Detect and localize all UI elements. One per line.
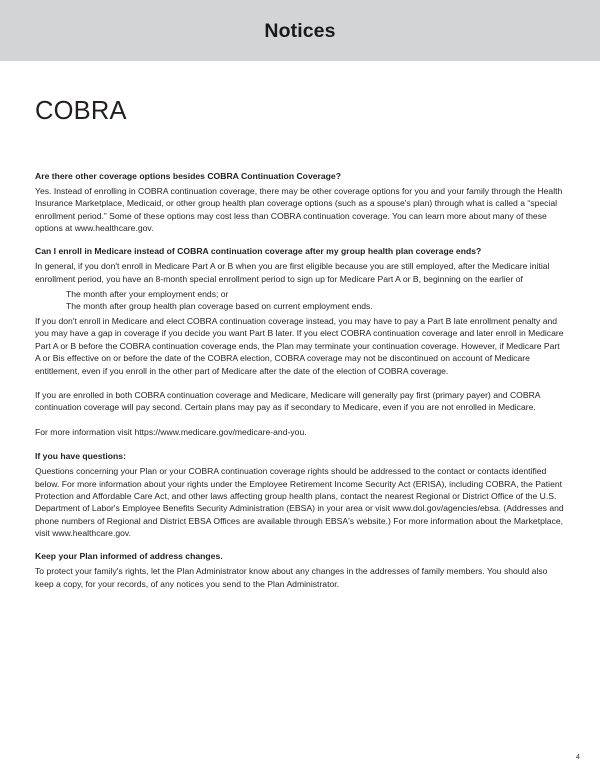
section-heading-questions: If you have questions:	[35, 451, 126, 462]
section-heading-address-changes: Keep your Plan informed of address changes.	[35, 551, 223, 562]
section-paragraph-medicare-enrollment: In general, if you don't enroll in Medicare Part A or B when you are first eligible because you are still employed, after the Medicare initial enrollment period, you have an 8-month special enrollment period to sign up for Medicare Part A or B, beginning on the earlier of	[35, 261, 550, 284]
spacer	[35, 414, 566, 426]
document-body	[35, 170, 566, 590]
paragraph-medicare-election: If you don't enroll in Medicare and elect COBRA continuation coverage instead, you may have to pay a Part B late enrollment penalty and you may have a gap in coverage if you decide you want Part B later. If you elect COBRA continuation coverage and later enroll in Medicare Part A or B before the COBRA continuation coverage ends, the Plan may terminate your continuation coverage. However, if Medicare Part A or Bis effective on or before the date of the COBRA election, COBRA coverage may not be discontinued on account of Medicare entitlement, even if you enroll in the other part of Medicare after the date of the election of COBRA coverage.	[35, 315, 564, 376]
list-item: The month after group health plan coverage based on current employment ends.	[66, 300, 373, 311]
spacer	[35, 540, 566, 551]
page-number: 4	[575, 751, 580, 761]
page-header-band	[0, 0, 600, 61]
spacer	[35, 438, 566, 450]
document-title: COBRA	[35, 97, 127, 125]
paragraph-address-changes: To protect your family's rights, let the Plan Administrator know about any changes in the addresses of family members. You should also keep a copy, for your records, of any notices you send to the Plan Administrator.	[35, 566, 548, 589]
spacer	[35, 235, 566, 246]
paragraph-questions: Questions concerning your Plan or your COBRA continuation coverage rights should be addressed to the contact or contacts identified below. For more information about your rights under the Employee Retirement Income Security Act (ERISA), including COBRA, the Patient Protection and Affordable Care Act, and other laws affecting group health plans, contact the nearest Regional or District Office of the U.S. Department of Labor's Employee Benefits Security Administration (EBSA) in your area or visit www.dol.gov/agencies/ebsa. (Addresses and phone numbers of Regional and District EBSA Offices are available through EBSA's website.) For more information about the Marketplace, visit www.healthcare.gov.	[35, 466, 564, 539]
section-heading-medicare-enrollment: Can I enroll in Medicare instead of COBRA continuation coverage after my group health plan coverage ends?	[35, 246, 482, 257]
list-item: The month after your employment ends; or	[66, 288, 229, 299]
section-paragraph-coverage-options: Yes. Instead of enrolling in COBRA continuation coverage, there may be other coverage options for you and your family through the Health Insurance Marketplace, Medicaid, or other group health plan coverage options (such as a spouse's plan) through what is called a “special enrollment period.” Some of these options may cost less than COBRA continuation coverage. You can learn more about many of these options at www.healthcare.gov.	[35, 186, 563, 234]
paragraph-more-information: For more information visit https://www.medicare.gov/medicare-and-you.	[35, 426, 307, 437]
paragraph-dual-enrollment: If you are enrolled in both COBRA continuation coverage and Medicare, Medicare will generally pay first (primary payer) and COBRA continuation coverage will pay second. Certain plans may pay as if secondary to Medicare, even if you are not enrolled in Medicare.	[35, 389, 541, 413]
section-heading-coverage-options: Are there other coverage options besides COBRA Continuation Coverage?	[35, 171, 341, 181]
medicare-period-list	[35, 288, 566, 313]
page-header-title: Notices	[264, 19, 336, 42]
spacer	[35, 377, 566, 389]
